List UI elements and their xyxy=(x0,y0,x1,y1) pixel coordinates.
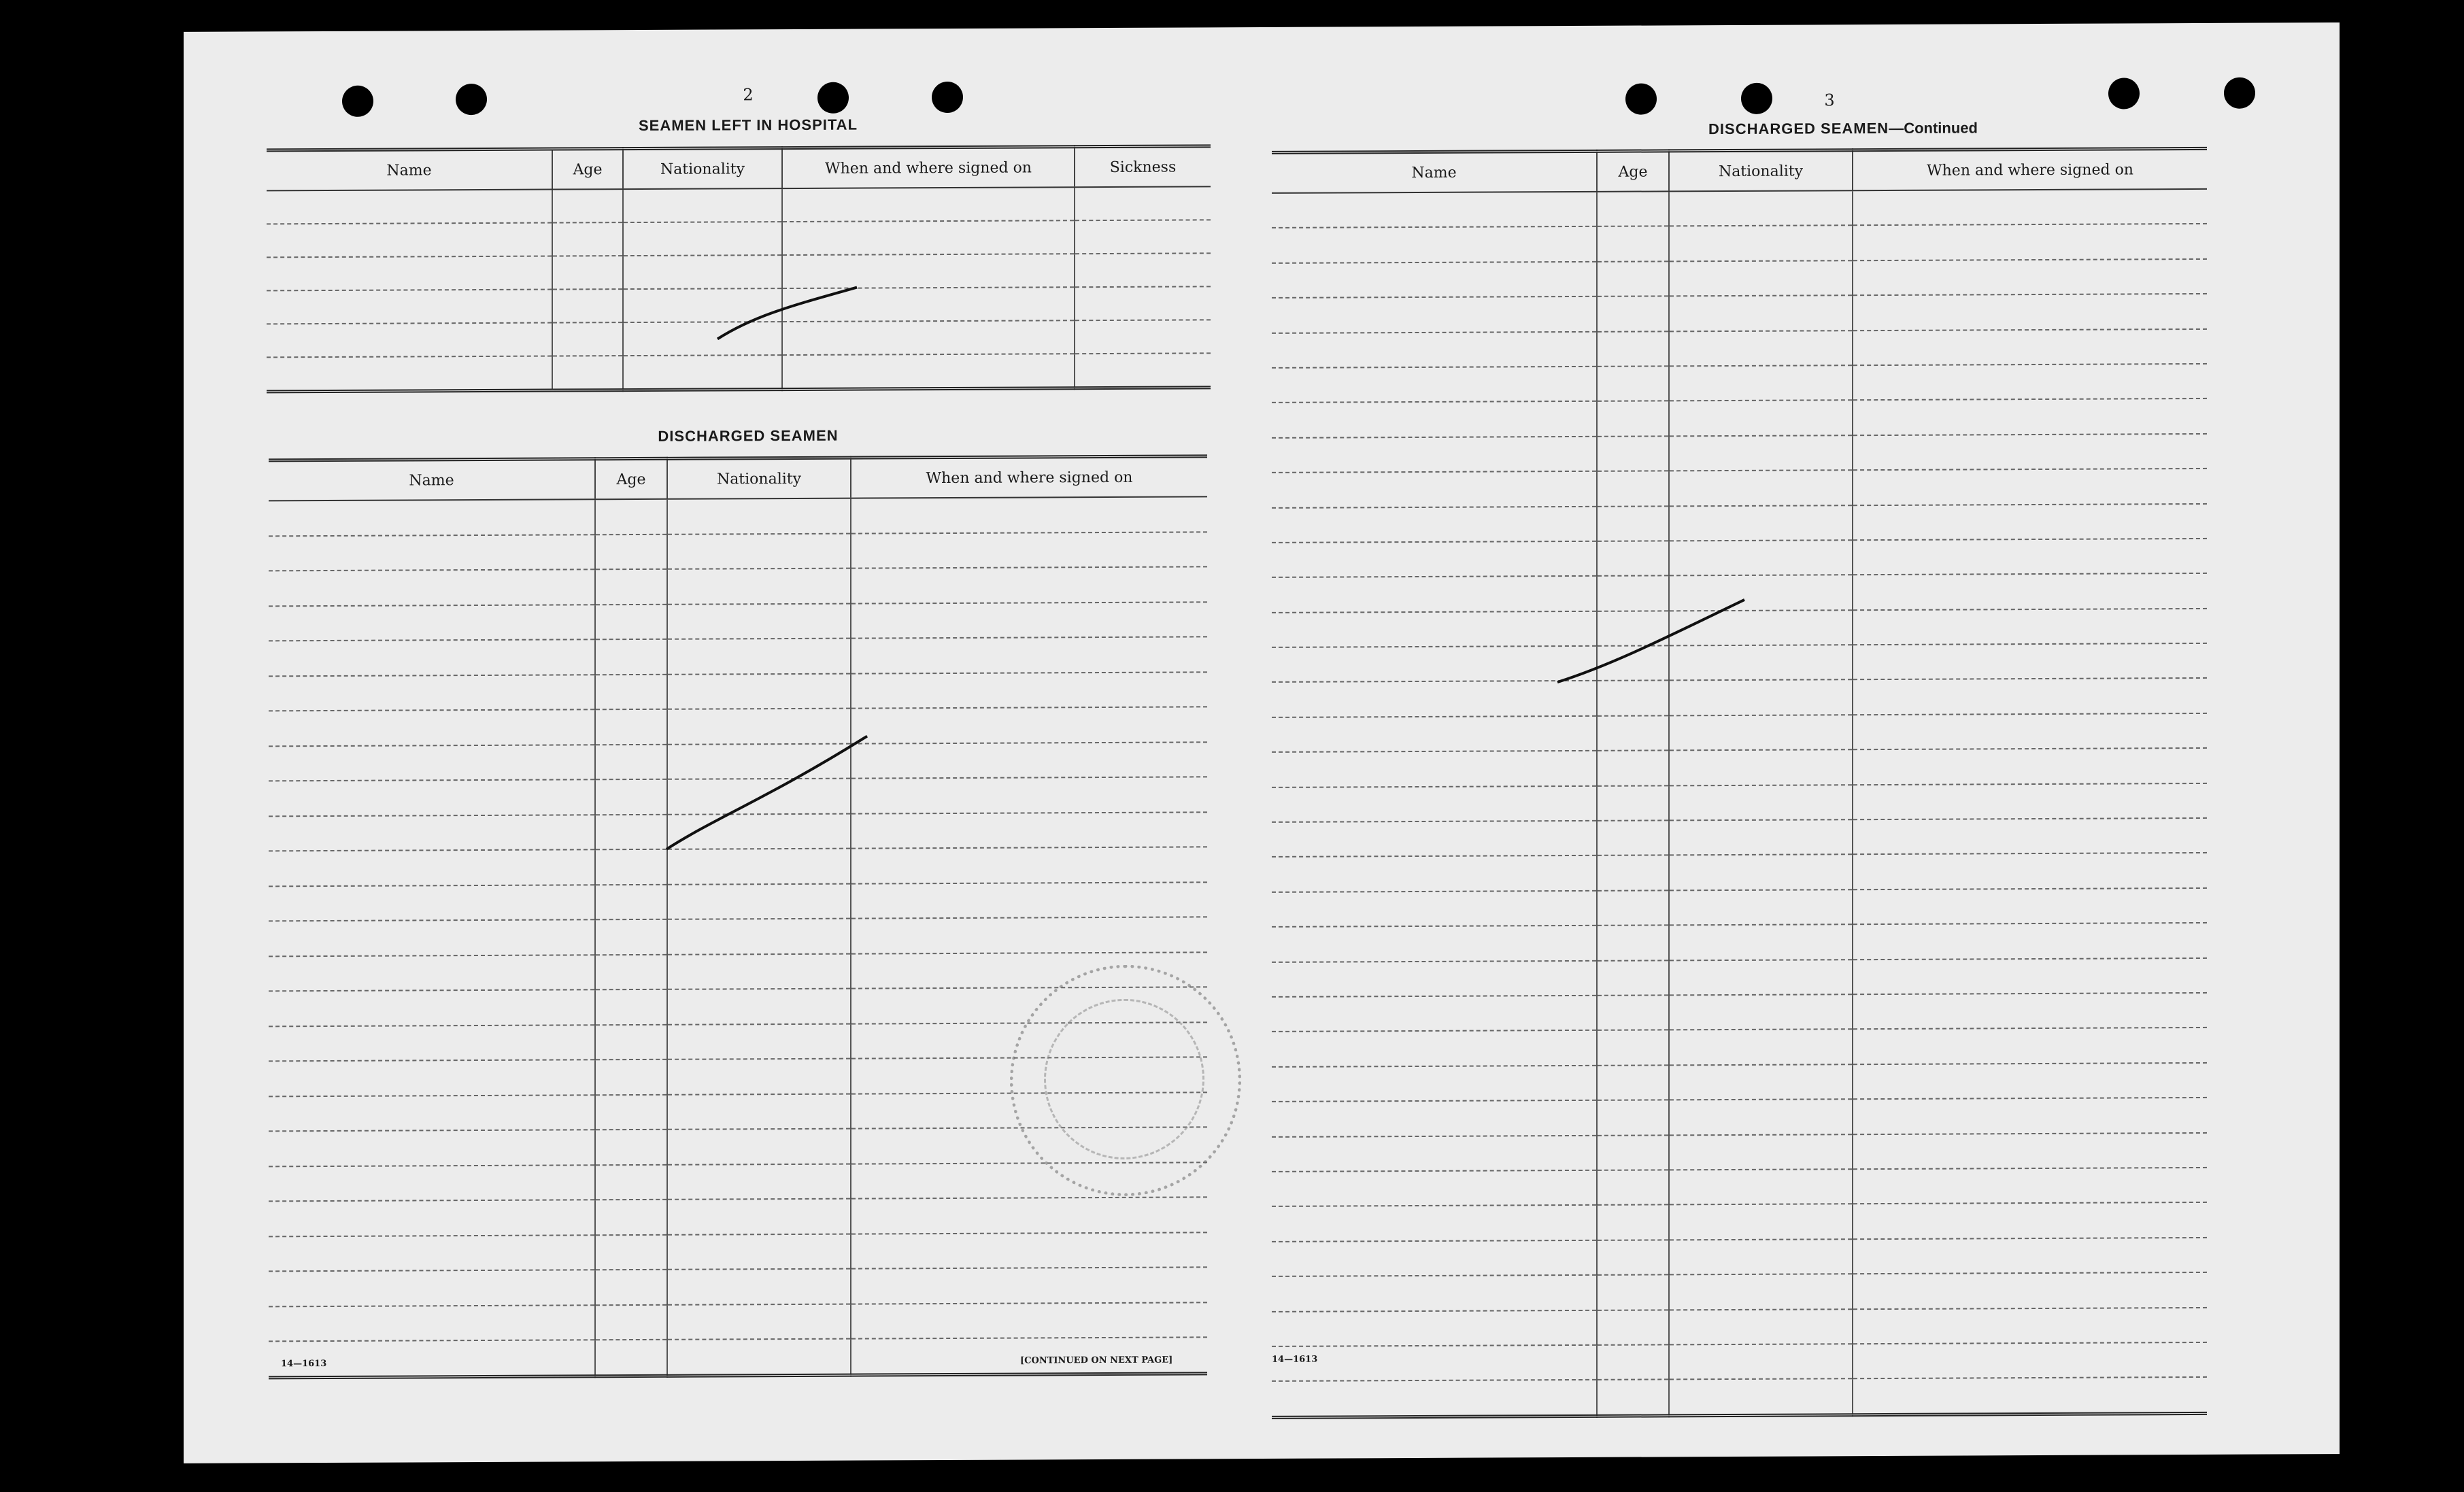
page-number: 3 xyxy=(1824,90,1835,110)
cancel-stroke xyxy=(666,736,867,849)
column-header-name: Name xyxy=(269,459,595,501)
column-header-age: Age xyxy=(595,458,667,499)
section-title-text: DISCHARGED SEAMEN xyxy=(1708,119,1889,138)
right-page xyxy=(1272,22,2340,1459)
column-header-name: Name xyxy=(1272,151,1597,193)
section-title-discharged: DISCHARGED SEAMEN xyxy=(658,426,839,445)
column-header-age: Age xyxy=(1597,151,1669,192)
handwritten-marks xyxy=(1272,22,2340,1459)
cancel-stroke xyxy=(1557,600,1744,682)
section-title-suffix: —Continued xyxy=(1889,119,1978,137)
column-header-sickness: Sickness xyxy=(1075,146,1211,187)
column-header-nationality: Nationality xyxy=(623,148,782,190)
section-title-hospital: SEAMEN LEFT IN HOSPITAL xyxy=(638,116,858,134)
form-number: 14—1613 xyxy=(1272,1354,1318,1365)
column-header-signed-on: When and where signed on xyxy=(1853,148,2207,190)
column-header-age: Age xyxy=(552,149,623,190)
column-header-nationality: Nationality xyxy=(1669,150,1853,192)
page-number: 2 xyxy=(743,85,754,105)
form-number: 14—1613 xyxy=(281,1358,327,1370)
column-header-signed-on: When and where signed on xyxy=(851,456,1207,498)
document-paper xyxy=(184,22,2340,1463)
column-header-signed-on: When and where signed on xyxy=(782,147,1075,188)
left-page xyxy=(184,27,1265,1463)
handwritten-marks xyxy=(184,27,1265,1463)
column-header-name: Name xyxy=(267,149,552,190)
column-header-nationality: Nationality xyxy=(667,458,851,499)
continued-note: [CONTINUED ON NEXT PAGE] xyxy=(1020,1355,1173,1366)
cancel-stroke xyxy=(718,288,857,339)
